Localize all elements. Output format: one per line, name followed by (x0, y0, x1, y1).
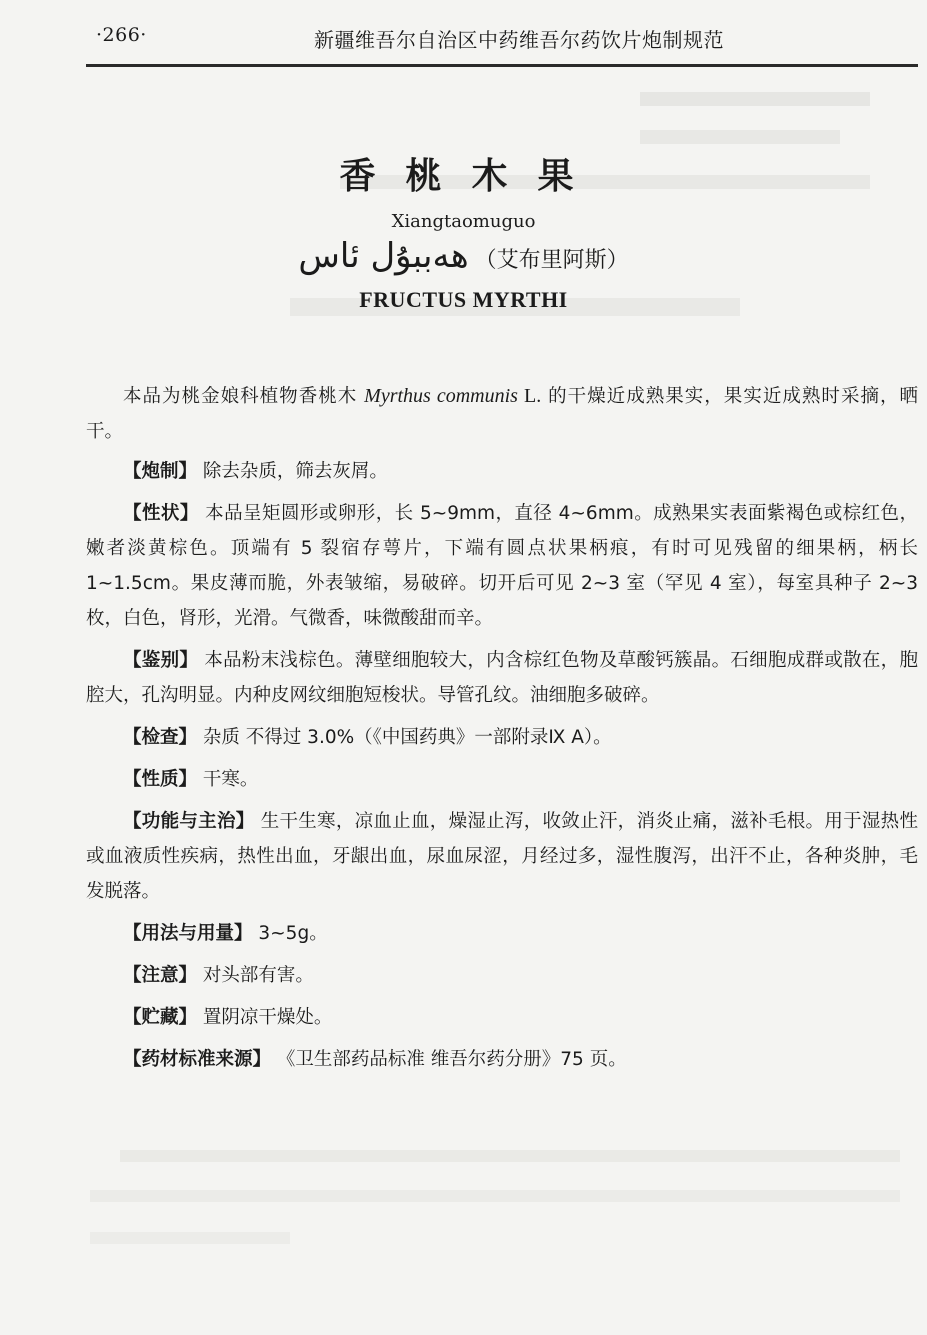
section-label: 【检查】 (123, 727, 198, 748)
title-latin: FRUCTUS MYRTHI (359, 287, 568, 312)
section-label: 【炮制】 (123, 461, 198, 482)
bleed-through-ghost (120, 1150, 900, 1162)
intro-text-2: 的干燥近成熟果实，果实近成熟时采摘，晒干。 (86, 386, 919, 442)
section-text: 本品呈矩圆形或卵形，长 5~9mm，直径 4~6mm。成熟果实表面紫褐色或棕红色，嫩者淡黄棕色。顶端有 5 裂宿存萼片，下端有圆点状果柄痕，有时可见残留的细果柄，柄长 1~1.5cm。果皮薄而脆，外表皱缩，易破碎。切开后可见 2~3 室（罕见 4 室），每室具种子 2~3 枚，白色，肾形，光滑。气微香，味微酸甜而辛。 (86, 503, 918, 629)
section-gongneng (86, 804, 918, 909)
intro-text-1: 本品为桃金娘科植物香桃木 (123, 386, 358, 407)
section-label: 【性质】 (123, 769, 198, 790)
running-head: 新疆维吾尔自治区中药维吾尔药饮片炮制规范 (314, 28, 724, 52)
title-uyghur-line (0, 234, 927, 283)
section-label: 【贮藏】 (123, 1007, 198, 1028)
intro-paragraph (86, 379, 918, 449)
title-block (0, 148, 927, 313)
section-text: 置阴凉干燥处。 (202, 1007, 333, 1028)
section-zhucang (86, 1000, 918, 1035)
section-paozhi (86, 454, 918, 489)
section-label: 【注意】 (123, 965, 198, 986)
monograph-body (86, 379, 918, 1084)
title-chinese: 香桃木果 (339, 156, 604, 197)
section-text: 对头部有害。 (202, 965, 314, 986)
section-text: 杂质 不得过 3.0%（《中国药典》一部附录Ⅸ A）。 (202, 727, 612, 748)
section-label: 【性状】 (123, 503, 199, 524)
bleed-through-ghost (640, 130, 840, 144)
section-laiyuan (86, 1042, 918, 1077)
page-header (96, 24, 927, 56)
section-zhuyi (86, 958, 918, 993)
section-jiancha (86, 720, 918, 755)
header-rule (86, 64, 918, 67)
section-label: 【鉴别】 (123, 650, 199, 671)
page-number: ·266· (96, 24, 147, 46)
section-label: 【功能与主治】 (123, 811, 255, 832)
section-text: 3~5g。 (258, 923, 328, 944)
section-text: 《卫生部药品标准 维吾尔药分册》75 页。 (276, 1049, 627, 1070)
species-author: L. (517, 385, 542, 407)
section-text: 本品粉末浅棕色。薄壁细胞较大，内含棕红色物及草酸钙簇晶。石细胞成群或散在，胞腔大，孔沟明显。内种皮网纹细胞短梭状。导管孔纹。油细胞多破碎。 (86, 650, 918, 706)
title-uyghur-transliteration: （艾布里阿斯） (474, 248, 629, 273)
section-xingzhi (86, 762, 918, 797)
species-name: Myrthus communis (364, 385, 518, 407)
section-label: 【药材标准来源】 (123, 1049, 272, 1070)
bleed-through-ghost (640, 92, 870, 106)
section-label: 【用法与用量】 (123, 923, 253, 944)
section-text: 干寒。 (202, 769, 259, 790)
bleed-through-ghost (90, 1232, 290, 1244)
section-xingzhuang (86, 496, 918, 636)
bleed-through-ghost (90, 1190, 900, 1202)
section-text: 除去杂质，筛去灰屑。 (202, 461, 388, 482)
title-pinyin: Xiangtaomuguo (391, 211, 536, 232)
section-text: 生干生寒，凉血止血，燥湿止泻，收敛止汗，消炎止痛，滋补毛根。用于湿热性或血液质性疾病，热性出血，牙龈出血，尿血尿涩，月经过多，湿性腹泻，出汗不止，各种炎肿，毛发脱落。 (86, 811, 918, 902)
section-yongfa (86, 916, 918, 951)
title-uyghur: ھەببۇل ئاس (298, 236, 469, 276)
section-jianbie (86, 643, 918, 713)
